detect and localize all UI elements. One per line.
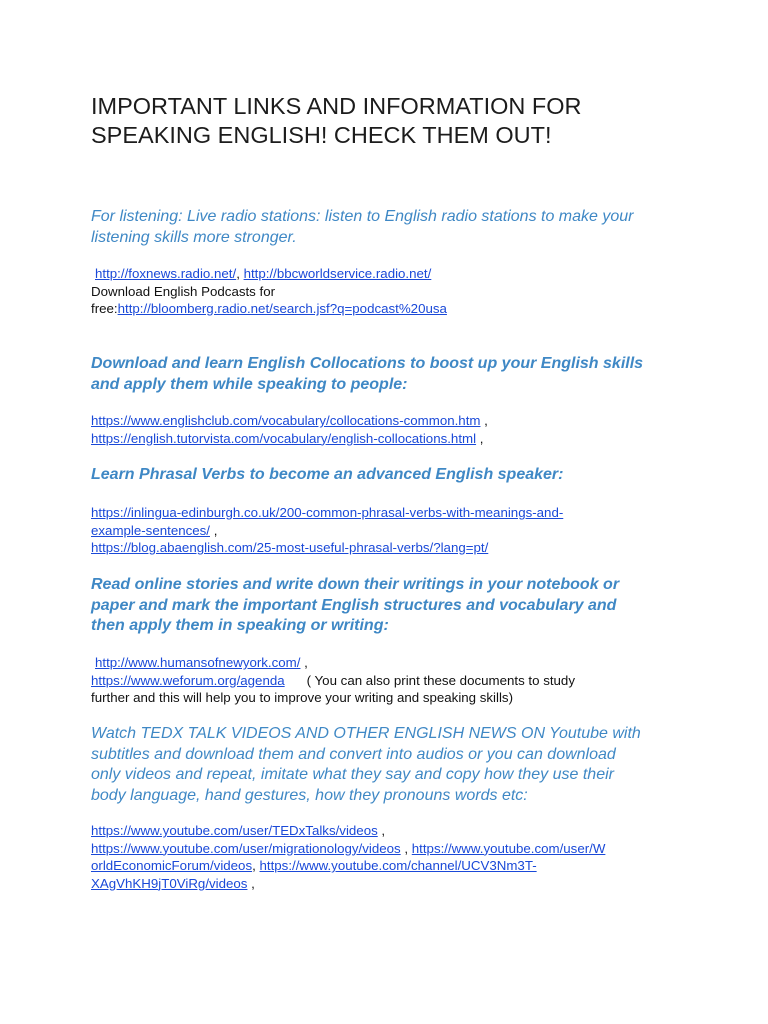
bloomberg-podcast-link[interactable]: http://bloomberg.radio.net/search.jsf?q=podcast%20usa <box>117 301 447 316</box>
tedx-links <box>91 822 711 892</box>
stories-link-line-1 <box>91 654 691 672</box>
collocations-heading-line-2: and apply them while speaking to people: <box>91 375 408 393</box>
weforum-agenda-link[interactable]: https://www.weforum.org/agenda <box>91 672 285 688</box>
phrasal-link-line-2 <box>91 522 691 540</box>
tedx-heading-line-3: only videos and repeat, imitate what they say and copy how they use their <box>91 766 614 783</box>
stories-heading <box>91 575 691 637</box>
phrasal-link-line-3 <box>91 539 691 557</box>
phrasal-link-line-1 <box>91 504 691 522</box>
listening-heading <box>91 207 691 248</box>
radio-links-line <box>91 265 691 283</box>
separator: , <box>400 840 412 856</box>
phrasal-heading: Learn Phrasal Verbs to become an advanced English speaker: <box>91 466 564 483</box>
tedx-heading-line-2: subtitles and download them and convert into audios or you can download <box>91 745 616 763</box>
free-label: free: <box>91 301 118 316</box>
collocations-link-line-1 <box>91 412 691 430</box>
tedx-heading-line-4: body language, hand gestures, how they pronouns words etc: <box>91 786 528 804</box>
tutorvista-collocations-link[interactable]: https://english.tutorvista.com/vocabulary/english-collocations.html <box>91 430 477 446</box>
migrationology-youtube-link[interactable]: https://www.youtube.com/user/migrationology/videos <box>91 840 401 856</box>
humansofnewyork-link[interactable]: http://www.humansofnewyork.com/ <box>95 655 301 670</box>
tedx-heading <box>91 724 701 806</box>
tedx-link-line-4 <box>91 875 711 893</box>
print-note-part-1: ( You can also print these documents to study <box>306 672 575 688</box>
listening-heading-line-1: For listening: Live radio stations: listen to English radio stations to make your <box>91 208 634 225</box>
listening-heading-line-2: listening skills more stronger. <box>91 228 297 246</box>
inlingua-phrasal-link-part-1[interactable]: https://inlingua-edinburgh.co.uk/200-common-phrasal-verbs-with-meanings-and- <box>91 505 564 520</box>
stories-link-line-2 <box>91 672 691 690</box>
tedx-heading-line-1: Watch TEDX TALK VIDEOS AND OTHER ENGLISH NEWS ON Youtube with <box>91 725 641 742</box>
separator: , <box>236 266 244 281</box>
separator: , <box>300 655 308 670</box>
separator: , <box>247 875 255 891</box>
collocations-heading <box>91 354 691 395</box>
collocations-heading-line-1: Download and learn English Collocations to boost up your English skills <box>91 355 644 372</box>
page-title <box>91 92 731 150</box>
separator: , <box>476 430 484 446</box>
title-line-2: SPEAKING ENGLISH! CHECK THEM OUT! <box>91 122 552 148</box>
youtube-channel-link-part-2[interactable]: XAgVhKH9jT0ViRg/videos <box>91 875 248 891</box>
stories-links <box>91 654 691 707</box>
separator: , <box>252 858 260 873</box>
collocations-links <box>91 412 691 447</box>
englishclub-collocations-link[interactable]: https://www.englishclub.com/vocabulary/collocations-common.htm <box>91 413 481 428</box>
collocations-link-line-2 <box>91 430 691 448</box>
worldeconomicforum-youtube-link-part-1[interactable]: https://www.youtube.com/user/W <box>411 840 606 856</box>
title-line-1: IMPORTANT LINKS AND INFORMATION FOR <box>91 93 582 119</box>
stories-heading-line-1: Read online stories and write down their writings in your notebook or <box>91 576 620 593</box>
separator: , <box>480 413 488 428</box>
separator: , <box>210 522 218 538</box>
foxnews-radio-link[interactable]: http://foxnews.radio.net/ <box>95 266 237 281</box>
stories-heading-line-2: paper and mark the important English structures and vocabulary and <box>91 596 617 614</box>
youtube-channel-link-part-1[interactable]: https://www.youtube.com/channel/UCV3Nm3T- <box>259 858 537 873</box>
bbc-radio-link[interactable]: http://bbcworldservice.radio.net/ <box>243 266 432 281</box>
tedx-link-line-3 <box>91 857 711 875</box>
stories-heading-line-3: then apply them in speaking or writing: <box>91 617 389 634</box>
worldeconomicforum-youtube-link-part-2[interactable]: orldEconomicForum/videos <box>91 858 253 873</box>
separator: , <box>377 823 386 838</box>
podcast-text: Download English Podcasts for <box>91 283 276 299</box>
tedxtalks-youtube-link[interactable]: https://www.youtube.com/user/TEDxTalks/videos <box>91 823 378 838</box>
listening-links <box>91 265 691 318</box>
print-note-part-2: further and this will help you to improve your writing and speaking skills) <box>91 690 514 705</box>
tedx-link-line-2 <box>91 840 711 858</box>
tedx-link-line-1 <box>91 822 711 840</box>
abaenglish-phrasal-link[interactable]: https://blog.abaenglish.com/25-most-useful-phrasal-verbs/?lang=pt/ <box>91 540 489 555</box>
inlingua-phrasal-link-part-2[interactable]: example-sentences/ <box>91 522 210 538</box>
phrasal-links <box>91 504 691 557</box>
podcast-link-line <box>91 300 691 318</box>
